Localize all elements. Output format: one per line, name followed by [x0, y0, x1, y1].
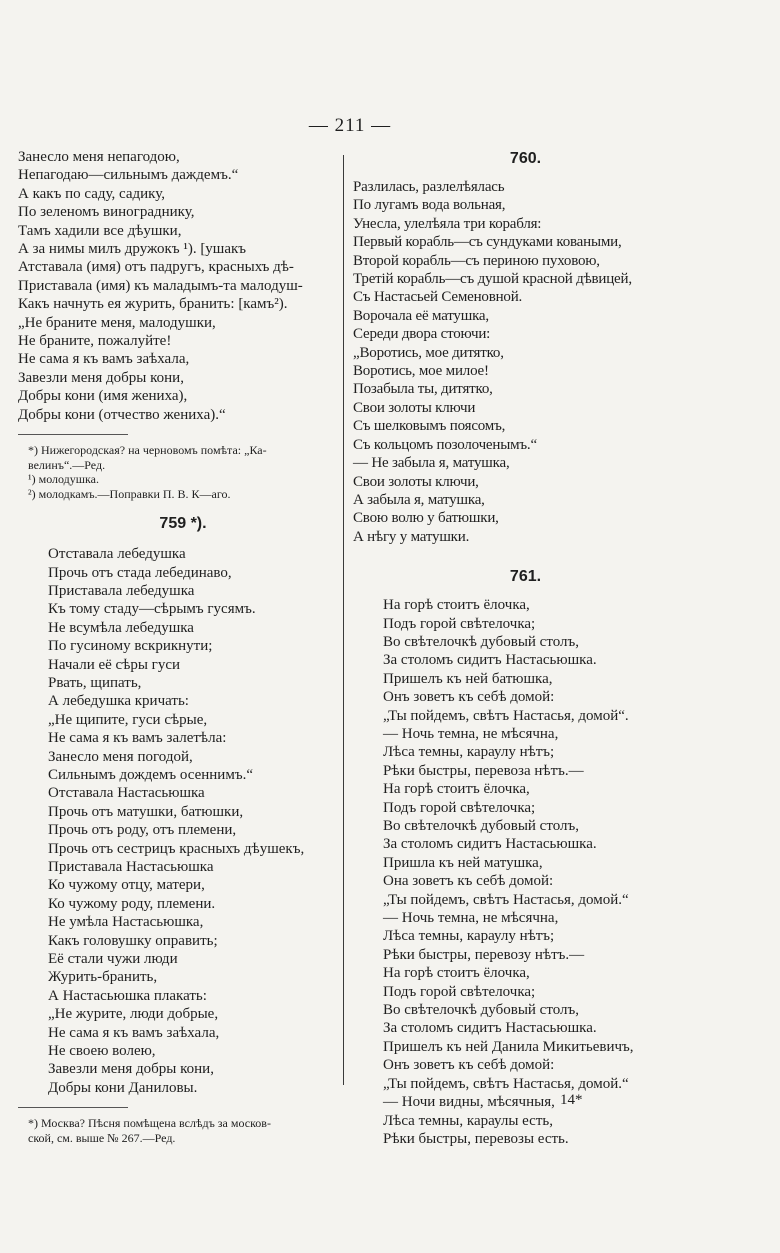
text-line: Она зоветъ къ себѣ домой:	[383, 873, 554, 890]
text-line: Не своею волею,	[48, 1043, 156, 1060]
text-line: Онъ зоветъ къ себѣ домой:	[383, 689, 555, 706]
poem-761-heading: 761.	[509, 568, 542, 586]
text-line: Рѣки быстры, перевозы есть.	[383, 1130, 569, 1147]
text-line: Добры кони (отчество жениха).“	[18, 406, 226, 423]
text-line: Подъ горой свѣтелочка;	[383, 615, 536, 632]
text-line: Приставала Настасьюшка	[48, 859, 214, 875]
text-line: Добры кони (имя жениха),	[18, 388, 188, 405]
text-line: „Ты пойдемъ, свѣтъ Настасья, домой.“	[383, 1075, 629, 1092]
text-line: Рвать, щипать,	[48, 674, 142, 691]
text-line: Какъ начнуть ея журить, бранить: [камъ²).	[18, 296, 288, 313]
text-line: Атставала (имя) отъ падругъ, красныхъ дѣ-	[18, 259, 294, 276]
text-line: Журить-бранить,	[48, 969, 158, 986]
text-line: Не сама я къ вамъ заѣхала,	[48, 1024, 220, 1041]
text-line: Съ Настасьей Семеновной.	[353, 289, 523, 306]
text-line: Второй корабль—съ периною пуховою,	[353, 252, 600, 269]
right-column	[353, 150, 698, 1148]
footnotes-top	[18, 443, 348, 501]
text-line: Свои золоты ключи,	[353, 473, 479, 490]
text-line: А Настасьюшка плакать:	[48, 987, 207, 1004]
text-line: За столомъ сидитъ Настасьюшка.	[383, 836, 597, 853]
text-line: А забыла я, матушка,	[353, 491, 485, 508]
text-line: Воротись, мое милое!	[353, 363, 489, 380]
text-line: Сильнымъ дождемъ осеннимъ.“	[48, 766, 253, 783]
text-line: Начали её сѣры гуси	[48, 656, 181, 673]
text-line: На горѣ стоитъ ёлочка,	[383, 965, 530, 982]
text-line: Отставала лебедушка	[48, 546, 186, 563]
text-line: Во свѣтелочкѣ дубовый столъ,	[383, 818, 579, 834]
text-line: Не браните, пожалуйте!	[18, 333, 172, 350]
page-number: — 211 —	[308, 115, 392, 136]
text-line: Свою волю у батюшки,	[353, 510, 499, 527]
text-line: За столомъ сидитъ Настасьюшка.	[383, 652, 597, 669]
poem-759-heading: 759 *).	[159, 515, 207, 533]
left-column	[18, 148, 348, 1145]
text-line: По гусиному вскрикнути;	[48, 638, 213, 655]
text-line: — Не забыла я, матушка,	[353, 455, 510, 472]
text-line: Ко чужому отцу, матери,	[48, 877, 205, 894]
text-line: ской, см. выше № 267.—Ред.	[28, 1130, 176, 1145]
text-line: Во свѣтелочкѣ дубовый столъ,	[383, 633, 579, 650]
text-line: Какъ головушку оправить;	[48, 932, 218, 949]
footnotes-bottom	[18, 1116, 348, 1145]
text-line: А за нимы милъ дружокъ ¹). [ушакъ	[18, 241, 247, 258]
footnote-rule	[18, 434, 128, 435]
text-line: Съ кольцомъ позолоченымъ.“	[353, 436, 537, 453]
poem-760-heading: 760.	[509, 150, 542, 167]
poem-761-body	[353, 596, 698, 1148]
text-line: По зеленомъ винограднику,	[18, 204, 195, 221]
text-line: Рѣки быстры, перевозу нѣтъ.—	[383, 946, 585, 963]
poem-760-body	[353, 178, 698, 546]
text-line: Ко чужому роду, племени.	[48, 895, 216, 912]
text-line: — Ночь темна, не мѣсячна,	[383, 910, 559, 927]
text-line: — Ночи видны, мѣсячныя,	[383, 1094, 555, 1111]
text-line: А какъ по саду, садику,	[18, 185, 165, 202]
text-line: Её стали чужи люди	[48, 951, 178, 968]
text-line: Приставала лебедушка	[48, 582, 195, 599]
text-line: Середи двора стоючи:	[353, 326, 491, 343]
text-line: На горѣ стоитъ ёлочка,	[383, 781, 530, 798]
text-line: Не всумѣла лебедушка	[48, 619, 194, 636]
text-line: *) Москва? Пѣсня помѣщена вслѣдъ за москов-	[28, 1116, 271, 1131]
text-line: Приставала (имя) къ маладымъ-та малодуш-	[18, 277, 303, 294]
text-line: Подъ горой свѣтелочка;	[383, 983, 536, 1000]
text-line: Завезли меня добры кони,	[48, 1061, 214, 1078]
text-line: Прочь отъ роду, отъ племени,	[48, 822, 237, 839]
text-line: Лѣса темны, караулы есть,	[383, 1112, 553, 1129]
text-line: Свои золоты ключи	[353, 399, 476, 416]
text-line: Лѣса темны, караулу нѣтъ;	[383, 744, 555, 761]
text-line: На горѣ стоитъ ёлочка,	[383, 597, 530, 614]
text-line: По лугамъ вода вольная,	[353, 197, 506, 214]
signature-mark: 14*	[560, 1092, 583, 1108]
text-line: А нѣгу у матушки.	[353, 528, 470, 545]
text-line: Завезли меня добры кони,	[18, 369, 184, 386]
text-line: Разлилась, разлелѣялась	[353, 179, 505, 195]
text-line: Не умѣла Настасьюшка,	[48, 914, 204, 931]
text-line: велинъ“.—Ред.	[28, 457, 106, 472]
text-line: Къ тому стаду—сѣрымъ гусямъ.	[48, 601, 256, 618]
text-line: „Не браните меня, малодушки,	[18, 314, 216, 331]
text-line: Пришелъ къ ней Данила Микитьевичъ,	[383, 1038, 634, 1055]
text-line: Не сама я къ вамъ заѣхала,	[18, 351, 190, 368]
text-line: Ворочала её матушка,	[353, 307, 489, 324]
text-line: „Не щипите, гуси сѣрые,	[48, 711, 208, 728]
text-line: Третій корабль—съ душой красной дѣвицей,	[353, 271, 632, 288]
text-line: Непагодаю—сильнымъ даждемъ.“	[18, 167, 239, 184]
text-line: За столомъ сидитъ Настасьюшка.	[383, 1020, 597, 1037]
poem-759-body	[18, 545, 348, 1097]
text-line: Унесла, улелѣяла три корабля:	[353, 215, 542, 232]
text-line: Отставала Настасьюшка	[48, 785, 205, 802]
text-line: Занесло меня погодой,	[48, 748, 193, 765]
text-line: Пришелъ къ ней батюшка,	[383, 670, 553, 687]
text-line: Подъ горой свѣтелочка;	[383, 799, 536, 816]
footnote-rule-bottom	[18, 1107, 128, 1108]
text-line: Прочь отъ стада лебединаво,	[48, 564, 232, 581]
text-line: ¹) молодушка.	[28, 472, 99, 487]
text-line: Съ шелковымъ поясомъ,	[353, 418, 506, 435]
text-line: Во свѣтелочкѣ дубовый столъ,	[383, 1002, 579, 1019]
poem-758-end	[18, 148, 348, 424]
text-line: Прочь отъ матушки, батюшки,	[48, 803, 244, 820]
text-line: Тамъ хадили все дѣушки,	[18, 222, 182, 239]
text-line: Позабыла ты, дитятко,	[353, 381, 493, 398]
text-line: Лѣса темны, караулу нѣтъ;	[383, 928, 555, 945]
text-line: „Ты пойдемъ, свѣтъ Настасья, домой.“	[383, 891, 629, 908]
text-line: „Воротись, мое дитятко,	[353, 344, 504, 361]
text-line: Занесло меня непагодою,	[18, 149, 180, 165]
text-line: Пришла къ ней матушка,	[383, 854, 543, 871]
text-line: Добры кони Даниловы.	[48, 1079, 198, 1096]
text-line: Прочь отъ сестрицъ красныхъ дѣушекъ,	[48, 840, 305, 857]
text-line: „Не журите, люди добрые,	[48, 1006, 219, 1023]
text-line: Первый корабль—съ сундуками коваными,	[353, 234, 622, 251]
text-line: Рѣки быстры, перевоза нѣтъ.—	[383, 762, 584, 779]
text-line: Не сама я къ вамъ залетѣла:	[48, 730, 227, 747]
text-line: *) Нижегородская? на черновомъ помѣта: „Ка-	[28, 443, 267, 458]
text-line: — Ночь темна, не мѣсячна,	[383, 725, 559, 742]
text-line: Онъ зоветъ къ себѣ домой:	[383, 1057, 555, 1074]
text-line: ²) молодкамъ.—Поправки П. В. К—аго.	[28, 486, 231, 501]
text-line: „Ты пойдемъ, свѣтъ Настасья, домой“.	[383, 707, 629, 724]
text-line: А лебедушка кричать:	[48, 693, 189, 710]
